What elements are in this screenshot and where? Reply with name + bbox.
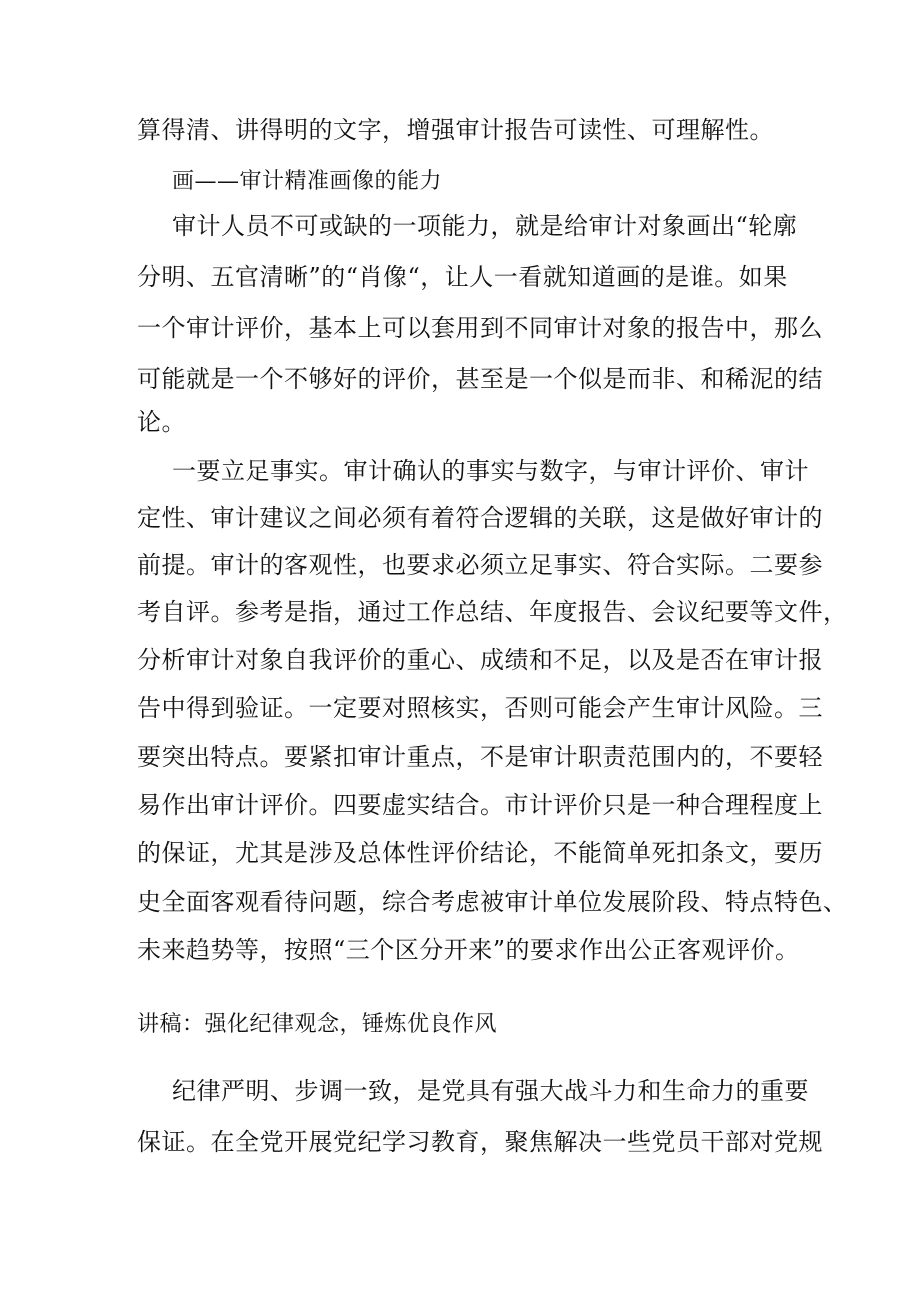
paragraph-line: 保证。在全党开展党纪学习教育，聚焦解决一些党员干部对党规 <box>137 1128 823 1156</box>
paragraph-line: 可能就是一个不够好的评价，甚至是一个似是而非、和稀泥的结 <box>137 365 823 393</box>
paragraph-line: 审计人员不可或缺的一项能力，就是给审计对象画出“轮廓 <box>172 212 798 240</box>
paragraph-line: 易作出审计评价。四要虚实结合。市计评价只是一种合理程度上 <box>137 791 823 819</box>
paragraph-line: 论。 <box>137 408 186 436</box>
paragraph-line: 考自评。参考是指，通过工作总结、年度报告、会议纪要等文件， <box>137 598 848 626</box>
paragraph-line: 定性、审计建议之间必须有着符合逻辑的关联，这是做好审计的 <box>137 504 823 532</box>
paragraph-line: 一要立足事实。审计确认的事实与数字，与审计评价、审计 <box>172 457 809 485</box>
paragraph-line: 告中得到验证。一定要对照核实，否则可能会产生审计风险。三 <box>137 694 823 722</box>
paragraph-line: 史全面客观看待问题，综合考虑被审计单位发展阶段、特点特色、 <box>137 888 848 916</box>
section-heading: 画——审计精准画像的能力 <box>172 169 443 194</box>
paragraph-line: 纪律严明、步调一致，是党具有强大战斗力和生命力的重要 <box>172 1077 809 1105</box>
paragraph-line: 要突出特点。要紧扣审计重点，不是审计职责范围内的，不要轻 <box>137 743 823 771</box>
paragraph-line: 算得清、讲得明的文字，增强审计报告可读性、可理解性。 <box>137 116 774 144</box>
paragraph-line: 未来趋势等，按照“三个区分开来”的要求作出公正客观评价。 <box>137 936 800 964</box>
speech-title: 讲稿：强化纪律观念，锤炼优良作风 <box>137 1012 498 1037</box>
paragraph-line: 分明、五官清晰”的“肖像“，让人一看就知道画的是谁。如果 <box>137 263 788 291</box>
paragraph-line: 分析审计对象自我评价的重心、成绩和不足，以及是否在审计报 <box>137 646 823 674</box>
paragraph-line: 的保证，尤其是涉及总体性评价结论，不能简单死扣条文，要历 <box>137 839 823 867</box>
paragraph-line: 前提。审计的客观性，也要求必须立足事实、符合实际。二要参 <box>137 551 823 579</box>
paragraph-line: 一个审计评价，基本上可以套用到不同审计对象的报告中，那么 <box>137 314 823 342</box>
